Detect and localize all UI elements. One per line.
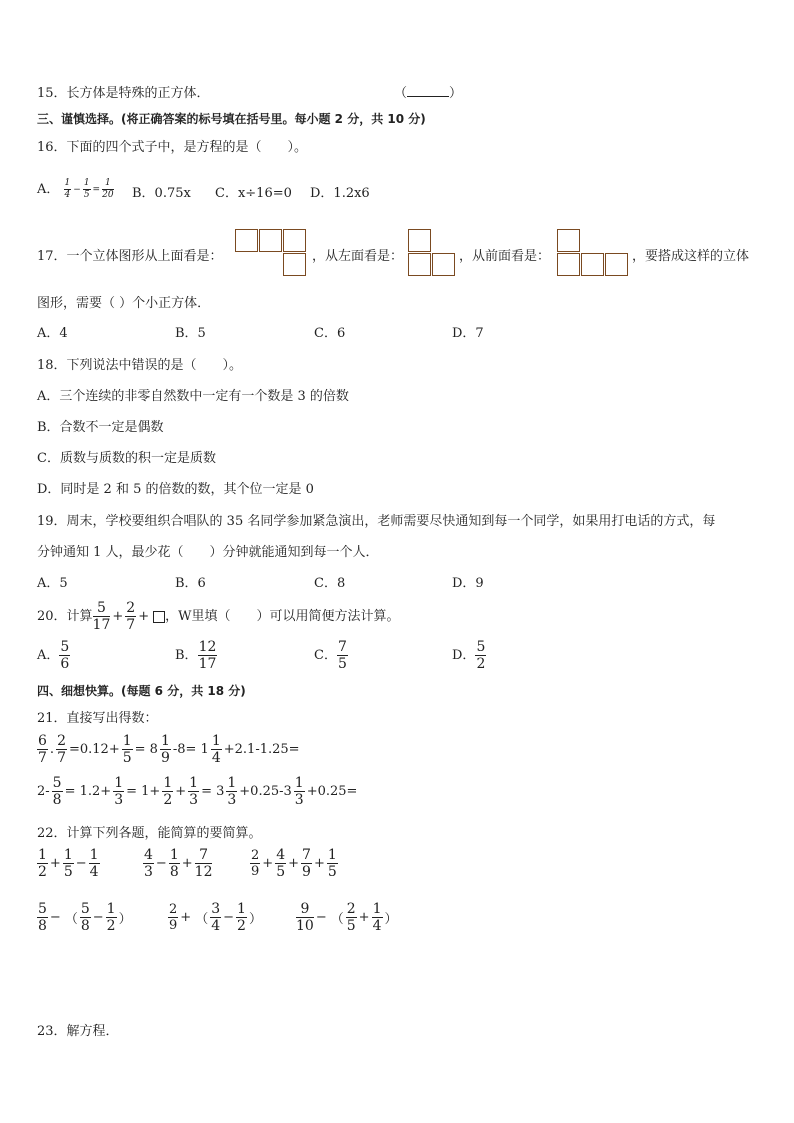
q20-suffix: ，W里填（ ）可以用简便方法计算。	[165, 609, 400, 624]
q22-expr2: $\frac{4}{3}$ − $\frac{1}{8}$ + $\frac{7}{12}$	[144, 847, 213, 880]
q22-stem: 22．计算下列各题，能简算的要简算。	[37, 826, 262, 841]
section3-title: 三、谨慎选择。(将正确答案的标号填在括号里。每小题 2 分，共 10 分)	[37, 112, 426, 126]
q18-option-c: C．质数与质数的积一定是质数	[37, 451, 216, 466]
q16-a-frac2: $\frac{1}{5}$	[83, 178, 90, 200]
q22-expr6: $\frac{9}{10}$ − （ $\frac{2}{5}$ + $\frac{1}{4}$ ）	[296, 901, 398, 934]
q17-part4: ，要搭成这样的立体	[632, 249, 750, 264]
q19-line2: 分钟通知 1 人，最少花（ ）分钟就能通知到每一个人．	[37, 545, 379, 560]
q15-paren-left: （	[394, 86, 408, 101]
q17-part2: ，从左面看是：	[312, 249, 404, 264]
q17-part3: ，从前面看是：	[459, 249, 551, 264]
q15-answer-blank[interactable]	[394, 82, 462, 101]
q16-option-a: A． $\frac{1}{4}$ − $\frac{1}{5}$ = $\frac{1}{20}$	[37, 178, 114, 200]
q20-option-a: A． $\frac{5}{6}$	[37, 639, 70, 672]
q20-frac2: $\frac{2}{7}$	[126, 600, 136, 633]
q20-box-placeholder	[153, 611, 165, 623]
q19-option-a: A．5	[37, 576, 68, 591]
q16-stem: 16．下面的四个式子中，是方程的是（ ）。	[37, 140, 308, 155]
q16-option-d: D．1.2x6	[310, 186, 370, 201]
q22-expr3: $\frac{2}{9}$ + $\frac{4}{5}$ + $\frac{7}{9}$ + $\frac{1}{5}$	[251, 847, 337, 880]
q17-option-c: C．6	[314, 326, 346, 341]
q17-part1: 17．一个立体图形从上面看是：	[37, 249, 223, 264]
q16-a-label: A．	[37, 182, 60, 197]
q15-paren-right: ）	[449, 86, 463, 101]
q21-row2: 2- $\frac{5}{8}$ = 1.2+ $\frac{1}{3}$ = 1+ $\frac{1}{2}$ + $\frac{1}{3}$ = 3 $\frac{1}{3}$ +0.25-3 $\frac{1}{3}$ +0.25=	[37, 775, 358, 808]
q23-stem: 23．解方程．	[37, 1024, 119, 1039]
q21-row1: $\frac{6}{7}$ . $\frac{2}{7}$ =0.12+ $\frac{1}{5}$ = 8 $\frac{1}{9}$ -8= 1 $\frac{1}{4}$ +2.1-1.25=	[38, 733, 300, 766]
q16-a-frac3: $\frac{1}{20}$	[102, 178, 114, 200]
q22-expr4: $\frac{5}{8}$ − （ $\frac{5}{8}$ − $\frac{1}{2}$ ）	[38, 901, 132, 934]
q18-stem: 18．下列说法中错误的是（ ）。	[37, 358, 243, 373]
q20-expression: 20．计算 $\frac{5}{17}$ + $\frac{2}{7}$ + ，W里填（ ）可以用简便方法计算。	[37, 600, 400, 633]
q22-expr1: $\frac{1}{2}$ + $\frac{1}{5}$ − $\frac{1}{4}$	[38, 847, 99, 880]
q15-text: 15．长方体是特殊的正方体．	[37, 86, 210, 101]
q20-option-b: B． $\frac{12}{17}$	[175, 639, 217, 672]
q17-option-b: B．5	[175, 326, 206, 341]
q18-option-a: A．三个连续的非零自然数中一定有一个数是 3 的倍数	[37, 389, 349, 404]
q20-prefix: 20．计算	[37, 609, 93, 624]
q15-blank-line	[407, 86, 449, 97]
q19-option-d: D．9	[452, 576, 484, 591]
q20-frac1: $\frac{5}{17}$	[92, 600, 111, 633]
q19-option-c: C．8	[314, 576, 346, 591]
q19-line1: 19．周末，学校要组织合唱队的 35 名同学参加紧急演出，老师需要尽快通知到每一个同学，如果用打电话的方式，每	[37, 514, 716, 529]
q18-option-b: B．合数不一定是偶数	[37, 420, 164, 435]
q16-a-frac1: $\frac{1}{4}$	[64, 178, 71, 200]
q18-option-d: D．同时是 2 和 5 的倍数的数，其个位一定是 0	[37, 482, 314, 497]
q20-option-c: C． $\frac{7}{5}$	[314, 639, 347, 672]
q21-stem: 21．直接写出得数：	[37, 711, 158, 726]
q16-option-c: C．x÷16=0	[215, 186, 292, 201]
q17-option-d: D．7	[452, 326, 484, 341]
q20-option-d: D． $\frac{5}{2}$	[452, 639, 486, 672]
q17-option-a: A．4	[37, 326, 68, 341]
q16-option-b: B．0.75x	[132, 186, 191, 201]
section4-title: 四、细想快算。(每题 6 分，共 18 分)	[37, 684, 246, 698]
q22-expr5: $\frac{2}{9}$ + （ $\frac{3}{4}$ − $\frac{1}{2}$ ）	[169, 901, 262, 934]
q19-option-b: B．6	[175, 576, 206, 591]
q17-line2: 图形，需要（ ）个小正方体．	[37, 296, 211, 311]
